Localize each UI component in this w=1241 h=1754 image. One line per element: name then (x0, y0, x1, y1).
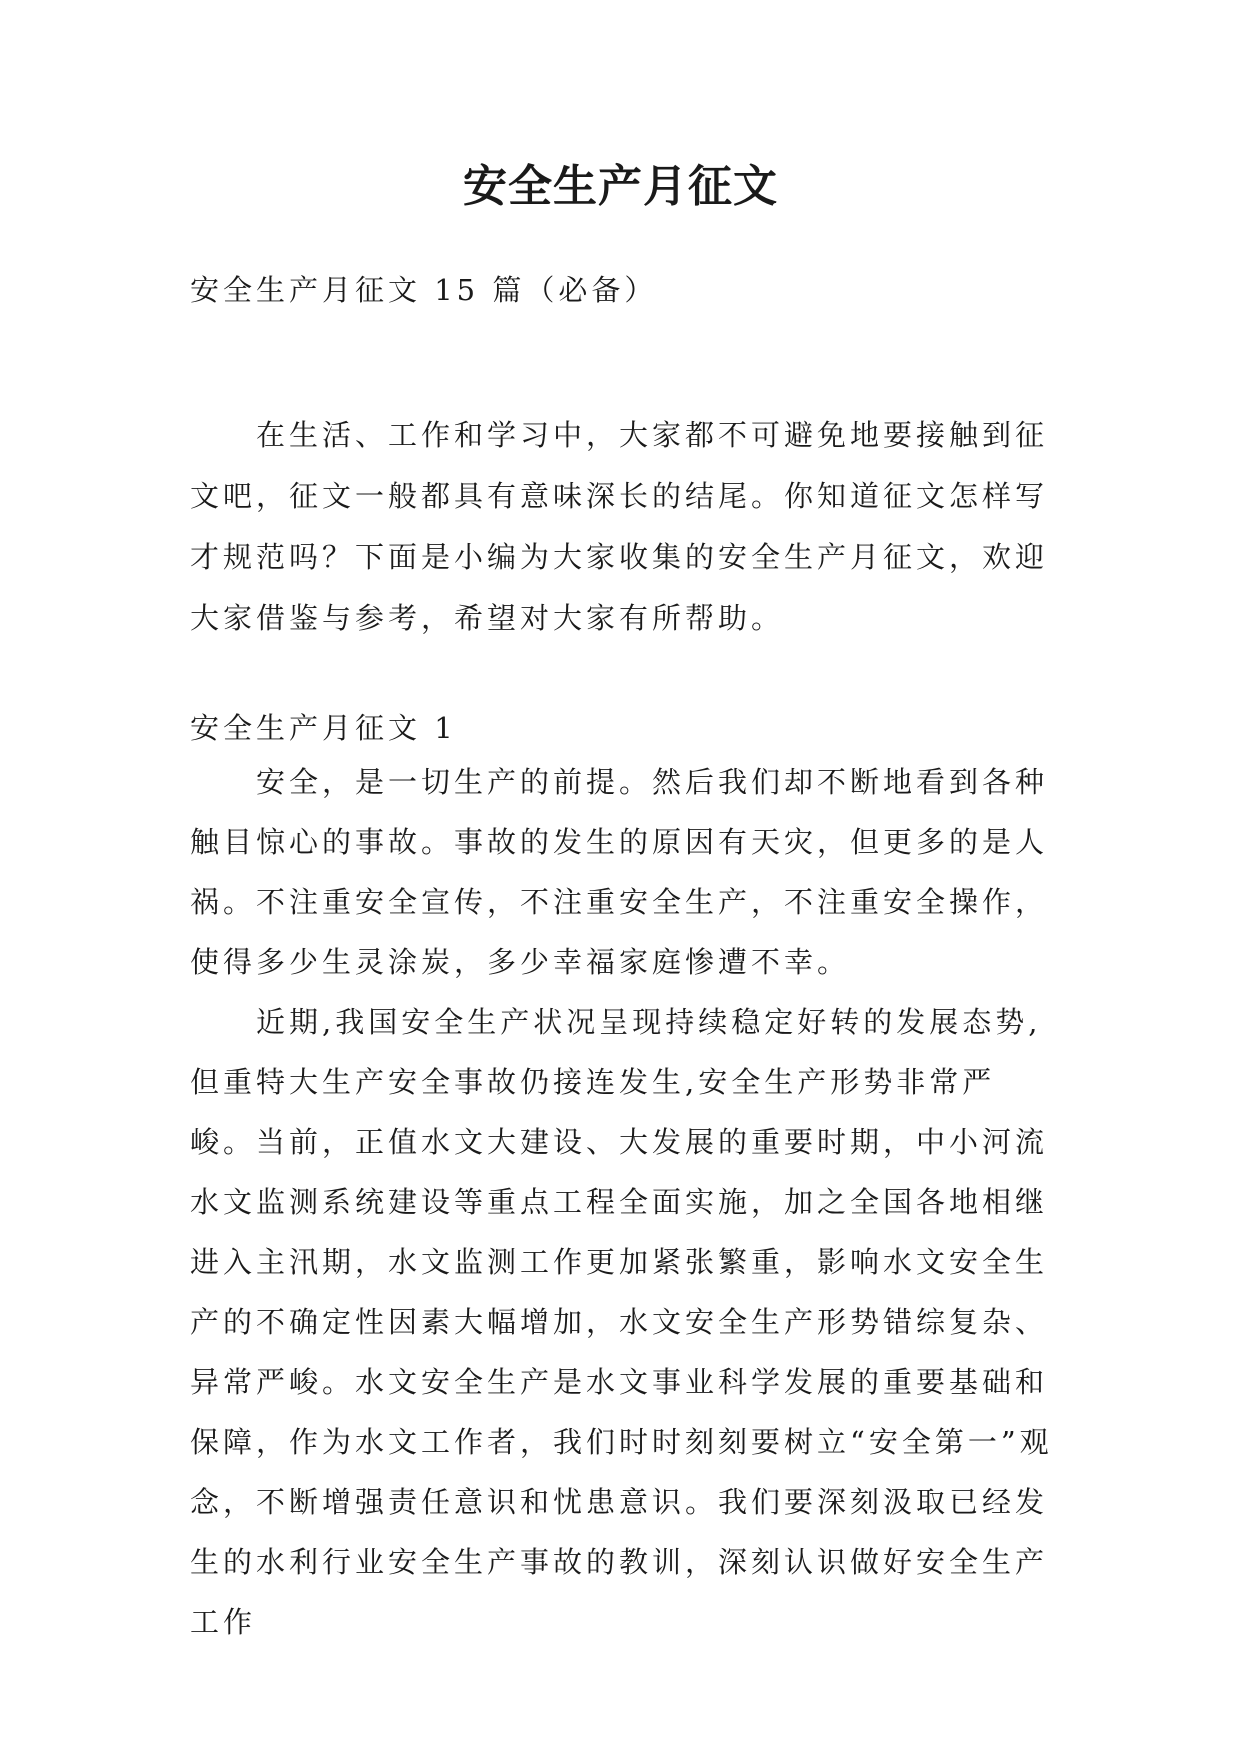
section-body (190, 752, 1060, 1652)
intro-paragraph: 在生活、工作和学习中，大家都不可避免地要接触到征文吧，征文一般都具有意味深长的结尾。你知道征文怎样写才规范吗？下面是小编为大家收集的安全生产月征文，欢迎大家借鉴与参考，希望对大家有所帮助。 (190, 418, 1049, 635)
body-paragraph-1: 安全，是一切生产的前提。然后我们却不断地看到各种触目惊心的事故。事故的发生的原因有天灾，但更多的是人祸。不注重安全宣传，不注重安全生产，不注重安全操作，使得多少生灵涂炭，多少幸福家庭惨遭不幸。 (190, 765, 1049, 979)
body-paragraph-2: 近期,我国安全生产状况呈现持续稳定好转的发展态势,但重特大生产安全事故仍接连发生,安全生产形势非常严峻。当前，正值水文大建设、大发展的重要时期，中小河流水文监测系统建设等重点工程全面实施，加之全国各地相继进入主汛期，水文监测工作更加紧张繁重，影响水文安全生产的不确定性因素大幅增加，水文安全生产形势错综复杂、异常严峻。水文安全生产是水文事业科学发展的重要基础和保障，作为水文工作者，我们时时刻刻要树立“安全第一”观念，不断增强责任意识和忧患意识。我们要深刻汲取已经发生的水利行业安全生产事故的教训，深刻认识做好安全生产工作 (190, 1005, 1053, 1639)
section-heading: 安全生产月征文 1 (190, 711, 457, 745)
document-subtitle: 安全生产月征文 15 篇（必备） (190, 273, 658, 307)
document-title: 安全生产月征文 (463, 161, 778, 212)
